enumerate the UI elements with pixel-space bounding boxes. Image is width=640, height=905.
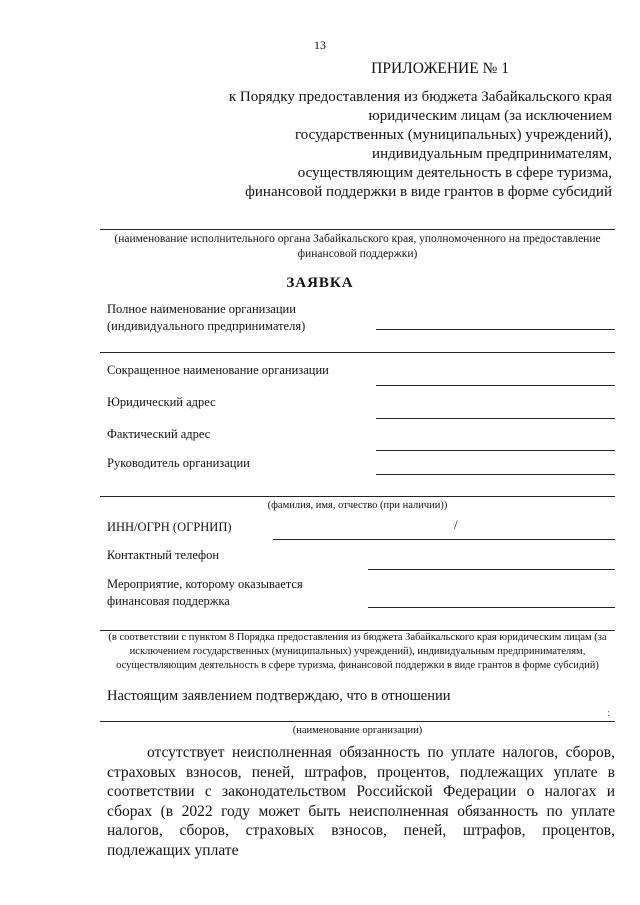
organization-fill-line[interactable] bbox=[100, 721, 615, 722]
appendix-title: ПРИЛОЖЕНИЕ № 1 bbox=[371, 60, 509, 77]
inn-fill-line[interactable] bbox=[273, 539, 615, 540]
inn-label: ИНН/ОГРН (ОГРНИП) bbox=[107, 520, 232, 534]
head-fill-line-2[interactable] bbox=[100, 496, 615, 497]
head-label: Руководитель организации bbox=[107, 456, 250, 470]
head-caption: (фамилия, имя, отчество (при наличии)) bbox=[267, 500, 448, 511]
appendix-reference bbox=[229, 88, 612, 202]
phone-fill-line[interactable] bbox=[368, 569, 615, 570]
organization-caption: (наименование организации) bbox=[292, 725, 423, 736]
full-name-label-line2: (индивидуального предпринимателя) bbox=[107, 319, 306, 333]
authority-fill-line[interactable] bbox=[100, 229, 615, 230]
appendix-line: финансовой поддержки в виде грантов в форме субсидий bbox=[245, 184, 612, 200]
declaration-text: Настоящим заявлением подтверждаю, что в отношении bbox=[107, 688, 451, 704]
appendix-line: к Порядку предоставления из бюджета Забайкальского края bbox=[228, 89, 612, 105]
authority-caption: (наименование исполнительного органа Забайкальского края, уполномоченного на предоставление финансовой поддержки) bbox=[114, 233, 601, 260]
short-name-fill-line[interactable] bbox=[376, 385, 615, 386]
appendix-line: осуществляющим деятельность в сфере туризма, bbox=[297, 165, 612, 181]
body-paragraph: отсутствует неисполненная обязанность по уплате налогов, сборов, страховых взносов, пеней, штрафов, процентов, подлежащих уплате в соответствии с законодательством Российской Федерации о налогах и сборах (в 2022 году может быть неисполненная обязанность по уплате налогов, сборов, страховых взносов, пеней, штрафов, процентов, подлежащих уплате bbox=[107, 744, 615, 859]
legal-address-label: Юридический адрес bbox=[107, 395, 216, 409]
actual-address-label: Фактический адрес bbox=[107, 427, 211, 441]
page-number: 13 bbox=[314, 38, 326, 52]
event-fill-line[interactable] bbox=[368, 607, 615, 608]
short-name-label: Сокращенное наименование организации bbox=[107, 363, 329, 377]
actual-address-fill-line[interactable] bbox=[376, 450, 615, 451]
full-name-label bbox=[107, 301, 305, 335]
inn-separator: / bbox=[454, 517, 458, 532]
appendix-line: государственных (муниципальных) учреждений), bbox=[295, 127, 612, 143]
full-name-label-line1: Полное наименование организации bbox=[107, 302, 296, 316]
event-label bbox=[107, 576, 303, 610]
full-name-fill-line[interactable] bbox=[376, 329, 615, 330]
form-title: ЗАЯВКА bbox=[286, 275, 354, 291]
head-fill-line[interactable] bbox=[376, 474, 615, 475]
phone-label: Контактный телефон bbox=[107, 548, 220, 562]
event-caption: (в соответствии с пунктом 8 Порядка предоставления из бюджета Забайкальского края юридическим лицам (за исключением государственных (муниципальных) учреждений), индивидуальным предпринимателям, осуществляющим деятельность в сфере туризма, финансовой поддержки в виде грантов в форме субсидий) bbox=[108, 632, 607, 671]
declaration-end-mark: : bbox=[607, 707, 611, 719]
event-label-line1: Мероприятие, которому оказывается bbox=[107, 577, 303, 591]
legal-address-fill-line[interactable] bbox=[376, 418, 615, 419]
appendix-line: юридическим лицам (за исключением bbox=[368, 108, 612, 124]
full-name-fill-line-2[interactable] bbox=[100, 352, 615, 353]
event-label-line2: финансовая поддержка bbox=[107, 594, 230, 608]
appendix-line: индивидуальным предпринимателям, bbox=[372, 146, 612, 162]
